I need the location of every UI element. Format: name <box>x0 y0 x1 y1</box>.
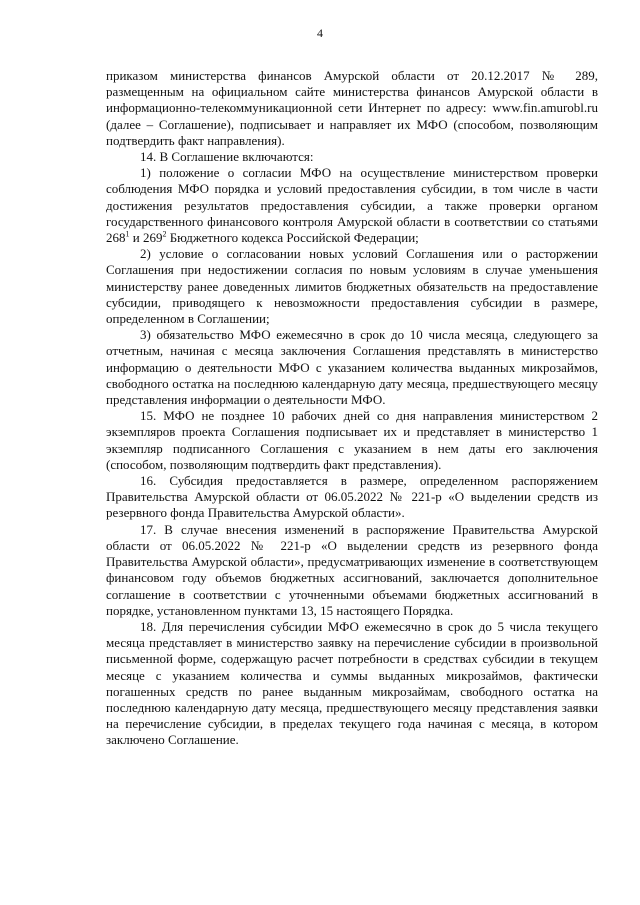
item-1-mid: и 269 <box>129 230 163 246</box>
paragraph-18: 18. Для перечисления субсидии МФО ежемесячно в срок до 5 числа текущего месяца представляет в министерство заявку на перечисление субсидии в произвольной письменной форме, содержащую расчет потребности в средствах субсидии в текущем месяце с указанием количества и суммы выданных микрозаймов, фактически погашенных средств по ранее выданным микрозаймам, свободного остатка на последнюю календарную дату месяца, предшествующего месяцу представления заявки на перечисление субсидии, в пределах текущего года начиная с месяца, в котором заключено Соглашение. <box>106 618 598 748</box>
paragraph-continuation: приказом министерства финансов Амурской области от 20.12.2017 № 289, размещенным на официальном сайте министерства финансов Амурской области в информационно-телекоммуникационной сети Интернет по адресу: www.fin.amurobl.ru (далее – Соглашение), подписывает и направляет их МФО (способом, позволяющим подтвердить факт направления). <box>106 68 598 148</box>
paragraph-15: 15. МФО не позднее 10 рабочих дней со дня направления министерством 2 экземпляров проекта Соглашения подписывает их и представляет в министерство 1 экземпляр подписанного Соглашения с указанием в нем даты его заключения (способом, позволяющим подтвердить факт представления). <box>106 408 598 472</box>
item-1-text: 1) положение о согласии МФО на осуществление министерством проверки соблюдения МФО порядка и условий предоставления субсидии, в том числе в части достижения результатов предоставления субсидии, а также проверки органом государственного финансового контроля Амурской области в соответствии со статьями 268 <box>106 165 598 246</box>
paragraph-14: 14. В Соглашение включаются: <box>140 149 314 165</box>
document-body <box>106 68 598 749</box>
paragraph-14-item-3: 3) обязательство МФО ежемесячно в срок до 10 числа месяца, следующего за отчетным, начиная с месяца заключения Соглашения представлять в министерство информацию о деятельности МФО с указанием количества выданных микрозаймов, свободного остатка на последнюю календарную дату месяца, предшествующего месяцу представления информации о деятельности МФО. <box>106 327 598 408</box>
superscript-2: 2 <box>162 229 167 239</box>
item-1-end: Бюджетного кодекса Российской Федерации; <box>166 230 419 246</box>
superscript-1: 1 <box>125 229 130 239</box>
paragraph-16: 16. Субсидия предоставляется в размере, определенном распоряжением Правительства Амурской области от 06.05.2022 № 221-р «О выделении средств из резервного фонда Правительства Амурской области». <box>106 473 598 521</box>
paragraph-14-item-2: 2) условие о согласовании новых условий Соглашения или о расторжении Соглашения при недостижении согласия по новым условиям в случае уменьшения министерству ранее доведенных лимитов бюджетных обязательств на предоставление субсидии, приводящего к невозможности предоставления субсидии в размере, определенном в Соглашении; <box>106 246 598 327</box>
paragraph-17: 17. В случае внесения изменений в распоряжение Правительства Амурской области от 06.05.2022 № 221-р «О выделении средств из резервного фонда Правительства Амурской области», предусматривающих изменение в соответствующем финансовом году объемов бюджетных ассигнований, заключается дополнительное соглашение в соответствии с уточненными объемами бюджетных ассигнований в порядке, установленном пунктами 13, 15 настоящего Порядка. <box>106 521 598 618</box>
page-number: 4 <box>317 26 323 40</box>
paragraph-14-item-1 <box>106 165 598 246</box>
